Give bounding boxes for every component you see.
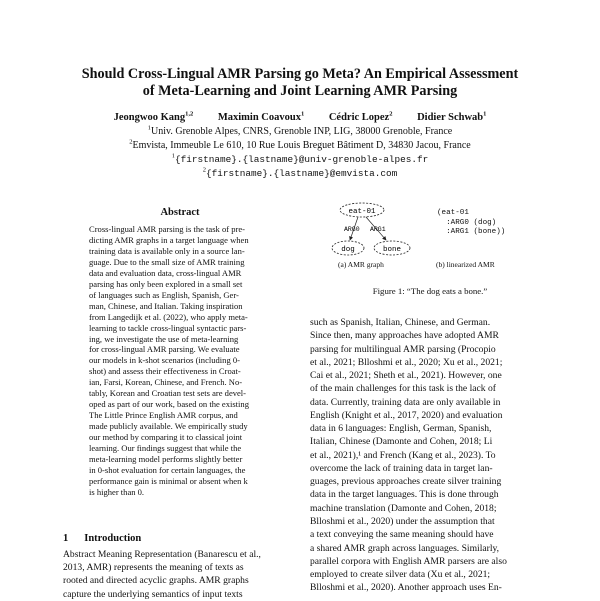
subcaption-a: (a) AMR graph	[338, 260, 384, 269]
abstract-heading: Abstract	[160, 207, 200, 218]
linearized-amr: (eat-01 :ARG0 (dog) :ARG1 (bone))	[437, 209, 506, 237]
author: Cédric Lopez$^2$	[328, 110, 393, 123]
title-line-1: Should Cross-Lingual AMR Parsing go Meta? An Empirical Assessment	[81, 66, 519, 82]
abstract-body: Cross-lingual AMR parsing is the task of pre- dicting AMR graphs in a target language when training data is available only in a source lan- guage. Due to the small size of AMR training data and evaluation data, cross-lingual AMR parsing has only been explored in a small set of languages such as English, Spanish, Ger- man, Chinese, and Italian. Taking inspiration from Langedijk et al. (2022), who apply meta- learning to tackle cross-lingual syntactic pars- ing, we investigate the use of meta-learning for cross-lingual AMR parsing. We evaluate our models in k-shot scenarios (including 0- shot) and assess their effectiveness in Croat- ian, Farsi, Korean, Chinese, and French. No- tably, Korean and Croatian test sets are devel- oped as part of our work, based on the existing The Little Prince English AMR corpus, and made publicly available. We empirically study our method by comparing it to classical joint learning. Our findings suggest that while the meta-learning model performs slightly better in 0-shot evaluation for certain languages, the performance gain is minimal or absent when k is higher than 0.	[89, 224, 249, 497]
intro-body: Abstract Meaning Representation (Banarescu et al., 2013, AMR) represents the meaning of texts as rooted and directed acyclic graphs. AMR graphs capture the underlying semantics of input texts	[63, 549, 261, 600]
right-column-body: such as Spanish, Italian, Chinese, and German. Since then, many approaches have adopted AMR parsing for multilingual AMR parsing (Procopio et al., 2021; Blloshmi et al., 2020; Xu et al., 2021; Cai et al., 2021; Sheth et al., 2021). However, one of the main challenges for this task is the lack of data. Currently, training data are only available in English (Knight et al., 2017, 2020) and evaluation data in 6 languages: English, German, Spanish, Italian, Chinese (Damonte and Cohen, 2018; Li et al., 2021),¹ and French (Kang et al., 2023). To overcome the lack of training data in target lan- guages, previous approaches create silver training data in the target languages. This is done through machine translation (Damonte and Cohen, 2018; Blloshmi et al., 2020) under the assumption that a text conveying the same meaning should have a shared AMR graph across languages. Similarly, parallel corpora with English AMR parsers are also employed to create silver data (Xu et al., 2021; Blloshmi et al., 2020). Another approach uses En-	[310, 317, 507, 594]
edge-arg0-label: ARG0	[344, 226, 360, 233]
author: Maximin Coavoux$^1$	[217, 110, 305, 123]
author: Jeongwoo Kang$^{1,2}$	[113, 110, 194, 123]
section-heading: 1 Introduction	[63, 533, 142, 544]
figure-caption: Figure 1: “The dog eats a bone.”	[372, 286, 488, 296]
email-2: $^2${firstname}.{lastname}@emvista.com	[202, 166, 398, 179]
node-bone-label: bone	[382, 246, 402, 254]
affiliation-2: $^2$Emvista, Immeuble Le 610, 10 Rue Louis Breguet Bâtiment D, 34830 Jacou, France	[129, 138, 471, 151]
author: Didier Schwab$^1$	[417, 110, 487, 123]
node-eat-label: eat-01	[348, 208, 376, 216]
node-dog-label: dog	[341, 246, 355, 254]
author-list	[40, 112, 560, 123]
paper-title	[40, 66, 560, 100]
edge-arg1-label: ARG1	[370, 226, 386, 233]
subcaption-b: (b) linearized AMR	[436, 260, 495, 269]
affiliation-1: $^1$Univ. Grenoble Alpes, CNRS, Grenoble INP, LIG, 38000 Grenoble, France	[147, 124, 453, 137]
email-1: $^1${firstname}.{lastname}@univ-grenoble-alpes.fr	[171, 152, 429, 165]
title-line-2: of Meta-Learning and Joint Learning AMR Parsing	[142, 83, 458, 99]
